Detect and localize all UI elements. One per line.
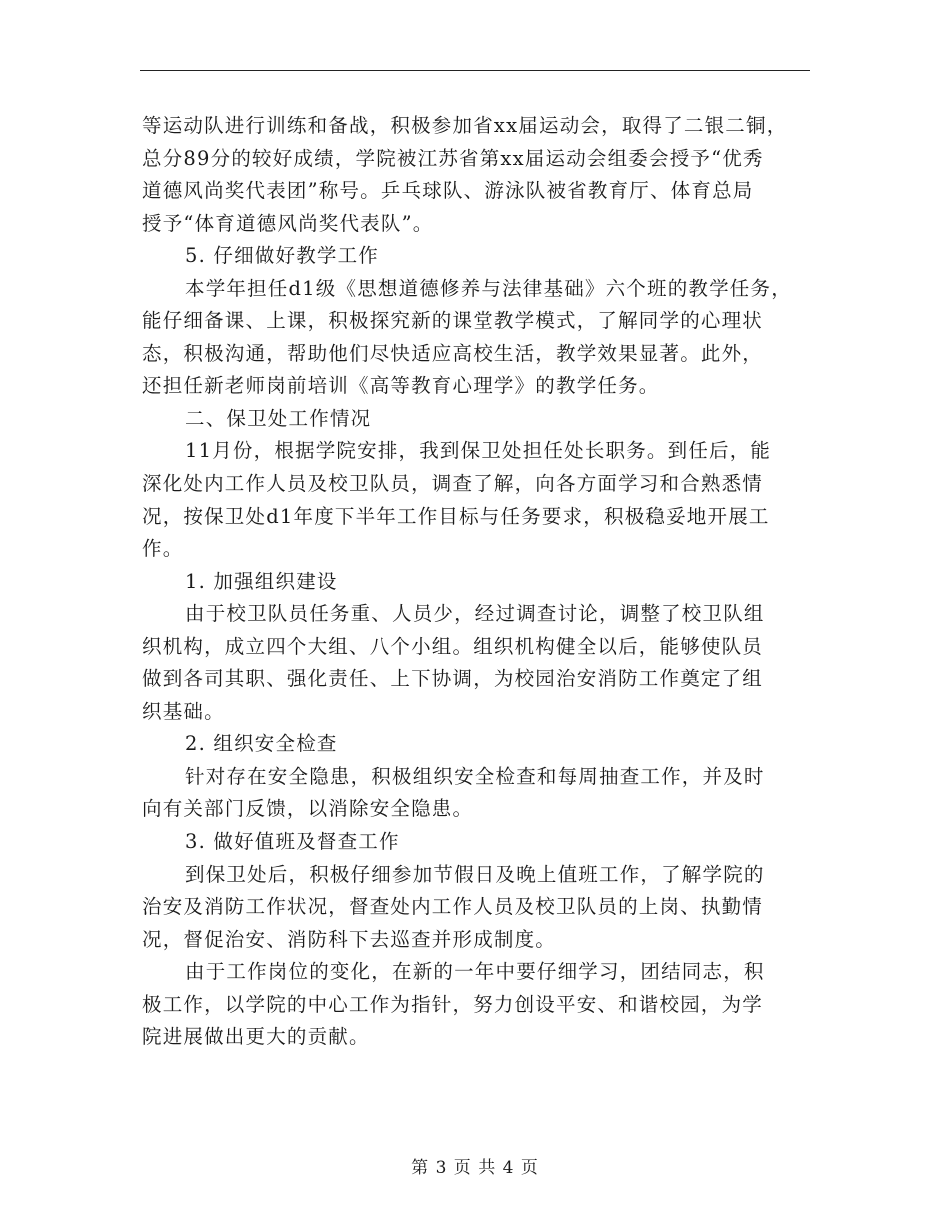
section-heading: 3. 做好值班及督查工作 bbox=[185, 830, 400, 854]
text-line: 作。 bbox=[142, 537, 184, 561]
text-line: 授予“体育道德风尚奖代表队”。 bbox=[142, 211, 434, 235]
text-line: 治安及消防工作状况，督查处内工作人员及校卫队员的上岗、执勤情 bbox=[142, 895, 764, 919]
text-line: 针对存在安全隐患，积极组织安全检查和每周抽查工作，并及时 bbox=[185, 764, 765, 788]
section-heading: 二、保卫处工作情况 bbox=[185, 406, 372, 430]
text-line: 极工作，以学院的中心工作为指针，努力创设平安、和谐校园，为学 bbox=[142, 992, 764, 1016]
header-rule bbox=[140, 70, 810, 71]
text-line: 本学年担任d1级《思想道德修养与法律基础》六个班的教学任务， bbox=[185, 276, 792, 300]
section-heading: 5. 仔细做好教学工作 bbox=[185, 244, 380, 268]
text-line: 由于工作岗位的变化，在新的一年中要仔细学习，团结同志，积 bbox=[185, 960, 765, 984]
text-line: 织机构，成立四个大组、八个小组。组织机构健全以后，能够使队员 bbox=[142, 634, 764, 658]
text-line: 道德风尚奖代表团”称号。乒乓球队、游泳队被省教育厅、体育总局 bbox=[142, 179, 754, 203]
text-line: 织基础。 bbox=[142, 699, 225, 723]
text-line: 况，督促治安、消防科下去巡查并形成制度。 bbox=[142, 927, 557, 951]
text-line: 深化处内工作人员及校卫队员，调查了解，向各方面学习和合熟悉情 bbox=[142, 472, 764, 496]
section-heading: 2. 组织安全检查 bbox=[185, 732, 338, 756]
text-line: 况，按保卫处d1年度下半年工作目标与任务要求，积极稳妥地开展工 bbox=[142, 504, 770, 528]
text-line: 总分89分的较好成绩，学院被江苏省第xx届运动会组委会授予“优秀 bbox=[142, 146, 764, 170]
text-line: 能仔细备课、上课，积极探究新的课堂教学模式，了解同学的心理状 bbox=[142, 309, 764, 333]
text-line: 到保卫处后，积极仔细参加节假日及晚上值班工作，了解学院的 bbox=[185, 862, 765, 886]
page-number: 第 3 页 共 4 页 bbox=[411, 1158, 539, 1178]
section-heading: 1. 加强组织建设 bbox=[185, 569, 338, 593]
text-line: 等运动队进行训练和备战，积极参加省xx届运动会，取得了二银二铜， bbox=[142, 114, 788, 137]
text-line: 由于校卫队员任务重、人员少，经过调查讨论，调整了校卫队组 bbox=[185, 602, 765, 626]
text-line: 还担任新老师岗前培训《高等教育心理学》的教学任务。 bbox=[142, 374, 660, 398]
text-line: 做到各司其职、强化责任、上下协调，为校园治安消防工作奠定了组 bbox=[142, 667, 764, 691]
text-line: 11月份，根据学院安排，我到保卫处担任处长职务。到任后，能 bbox=[185, 439, 772, 463]
text-line: 向有关部门反馈，以消除安全隐患。 bbox=[142, 797, 474, 821]
document-body bbox=[142, 110, 822, 1054]
text-line: 院进展做出更大的贡献。 bbox=[142, 1025, 370, 1049]
text-line: 态，积极沟通，帮助他们尽快适应高校生活，教学效果显著。此外， bbox=[142, 341, 764, 365]
